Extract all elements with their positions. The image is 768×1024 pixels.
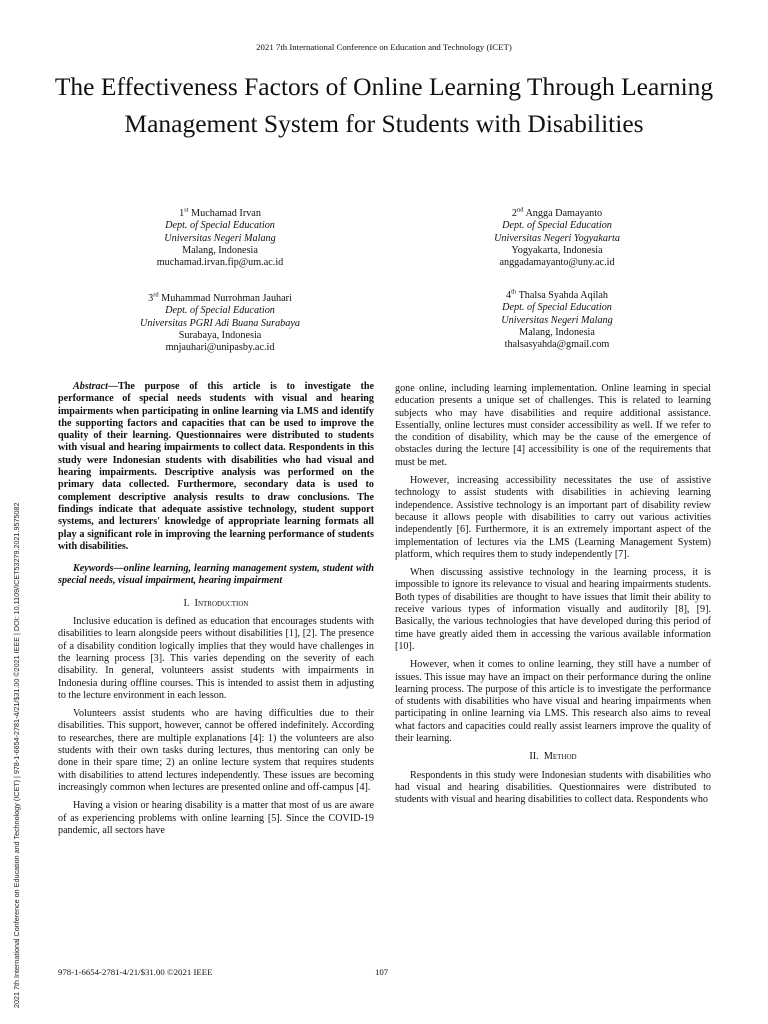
author-email: thalsasyahda@gmail.com: [504, 339, 610, 351]
author-ordinal: 2: [511, 208, 517, 219]
left-column: [58, 381, 374, 843]
author-name: Angga Damayanto: [525, 208, 603, 219]
paragraph: Respondents in this study were Indonesian students with disabilities who had visual and hearing disabilities. Questionnaires were distributed to students with visual and hearing disabilities to collect data. Respondents who: [395, 769, 711, 806]
author-email: muchamad.irvan.fip@um.ac.id: [156, 257, 284, 269]
author-ordinal-suffix: st: [184, 206, 189, 214]
author-city: Yogyakarta, Indonesia: [511, 244, 603, 256]
author-block-1: [90, 208, 350, 269]
section-title: Introduction: [194, 597, 249, 609]
paragraph: Volunteers assist students who are having difficulties due to their disabilities. This support, however, cannot be offered indefinitely. According to researches, there are multiple explanations [4]: 1) the volunteers are also students with their own tasks during lectures, thus mentoring can only be done in their spare time; 2) an online lecture system that requires students with disabilities to attend lectures independently. These issues are becoming increasingly common when lectures are presented online and off-campus [4].: [58, 708, 374, 793]
author-ordinal: 1: [179, 208, 185, 219]
author-department: Dept. of Special Education: [502, 302, 612, 314]
paper-title: The Effectiveness Factors of Online Learning Through Learning Management System for Students with Disabilities: [54, 72, 714, 138]
author-ordinal-suffix: rd: [153, 291, 159, 299]
author-university: Universitas Negeri Malang: [164, 232, 276, 244]
author-ordinal-suffix: th: [511, 288, 517, 296]
author-ordinal: 3: [148, 293, 154, 304]
paragraph: Having a vision or hearing disability is a matter that most of us are aware of as experiencing problems with online learning [5]. Since the COVID-19 pandemic, all sectors have: [58, 800, 374, 836]
conference-header: 2021 7th International Conference on Education and Technology (ICET): [256, 42, 512, 52]
author-email: mnjauhari@unipasby.ac.id: [165, 342, 275, 354]
section-number: I.: [183, 597, 190, 609]
abstract-text: —The purpose of this article is to investigate the performance of special needs students with visual and hearing impairments when participating in online learning via LMS and identify the supporting factors and capacities that can be used to improve the quality of their learning. Questionnaires were distributed to students with visual and hearing impairments to collect data. Respondents in this study were Indonesian students with disabilities who had visual and hearing impairments. Descriptive analysis was performed on the primary data collected. Furthermore, secondary data is used to complement descriptive analysis results to draw conclusions. The findings indicate that adequate assistive technology, student support systems, and lecturers' knowledge of appropriate learning formats all play a significant role in improving the learning performance of students with disabilities.: [58, 381, 374, 552]
section-heading-introduction: [58, 598, 374, 610]
author-block-2: [427, 208, 687, 269]
paragraph: Inclusive education is defined as education that encourages students with disabilities to learn alongside peers without disabilities [1], [2]. The presence of a disability condition logically implies that they would have challenges in the learning process [3]. This varies depending on the severity of each disability. In general, volunteers assist students with impairments in Indonesia during offline courses. This is intended to assist them in adjusting to the lecture environment in each lesson.: [58, 616, 374, 701]
abstract: [58, 381, 374, 553]
author-city: Surabaya, Indonesia: [178, 329, 262, 341]
right-column: [395, 383, 711, 813]
section-number: II.: [529, 751, 539, 763]
author-email: anggadamayanto@uny.ac.id: [499, 257, 615, 269]
paragraph: gone online, including learning implementation. Online learning in special education presents a unique set of challenges. This is related to learning subjects who may have disabilities and require additional assistance. Essentially, online lectures must consider accessibility as well. If we refer to the condition of disability, which may be the cause of the emergence of obstacles during the lecture [4] accessibility is one of the requirements that must be met.: [395, 383, 711, 468]
author-name: Thalsa Syahda Aqilah: [518, 290, 608, 301]
author-department: Dept. of Special Education: [165, 305, 275, 317]
section-title: Method: [543, 751, 577, 763]
doi-sidebar: 2021 7th International Conference on Education and Technology (ICET) | 978-1-6654-2781-4/21/$31.00 ©2021 IEEE | DOI: 10.1109/ICET53279.2021.9575082: [12, 502, 21, 1008]
author-university: Universitas PGRI Adi Buana Surabaya: [140, 317, 300, 329]
paragraph: However, when it comes to online learning, they still have a number of issues. This issue may have an impact on their performance during the online learning process. The purpose of this article is to investigate the performance of students with disabilities who have visual and hearing impairments when participating in online learning via LMS. This research also aims to reveal what factors and capacities could really assist learners improve the quality of their learning.: [395, 659, 711, 745]
author-block-4: [427, 290, 687, 351]
author-name: Muchamad Irvan: [191, 208, 261, 219]
footer-copyright: 978-1-6654-2781-4/21/$31.00 ©2021 IEEE: [58, 967, 213, 977]
paragraph: However, increasing accessibility necessitates the use of assistive technology to assist students with disabilities in achieving learning independence. Assistive technology is an important part of disability review because it allows people with disabilities to carry out various activities independently [6]. Furthermore, it is an extremely important aspect of the implementation of lectures via the LMS (Learning Management System) platform, which requires them to study independently [7].: [395, 475, 711, 560]
author-block-3: [90, 293, 350, 354]
author-city: Malang, Indonesia: [519, 326, 595, 338]
paragraph: When discussing assistive technology in the learning process, it is impossible to ignore its relevance to visual and hearing impairments students. Both types of disabilities are thought to have issues that limit their ability to receive various types of information visually and auditorily [8], [9]. Basically, the various technologies that have developed during this period of time have greatly aided them in accessing the various available information [10].: [395, 567, 711, 652]
page-number: 107: [375, 967, 389, 977]
section-heading-method: [395, 751, 711, 763]
author-name: Muhammad Nurrohman Jauhari: [161, 293, 292, 304]
author-department: Dept. of Special Education: [165, 220, 275, 232]
author-university: Universitas Negeri Malang: [501, 314, 613, 326]
author-department: Dept. of Special Education: [502, 220, 612, 232]
author-city: Malang, Indonesia: [182, 244, 258, 256]
keywords-label: Keywords: [73, 563, 114, 575]
keywords-text: —online learning, learning management system, student with special needs, visual impairment, hearing impairment: [58, 563, 374, 587]
author-ordinal: 4: [506, 290, 512, 301]
author-university: Universitas Negeri Yogyakarta: [494, 232, 620, 244]
author-ordinal-suffix: nd: [516, 206, 524, 214]
abstract-label: Abstract: [73, 381, 108, 392]
keywords: [58, 563, 374, 588]
